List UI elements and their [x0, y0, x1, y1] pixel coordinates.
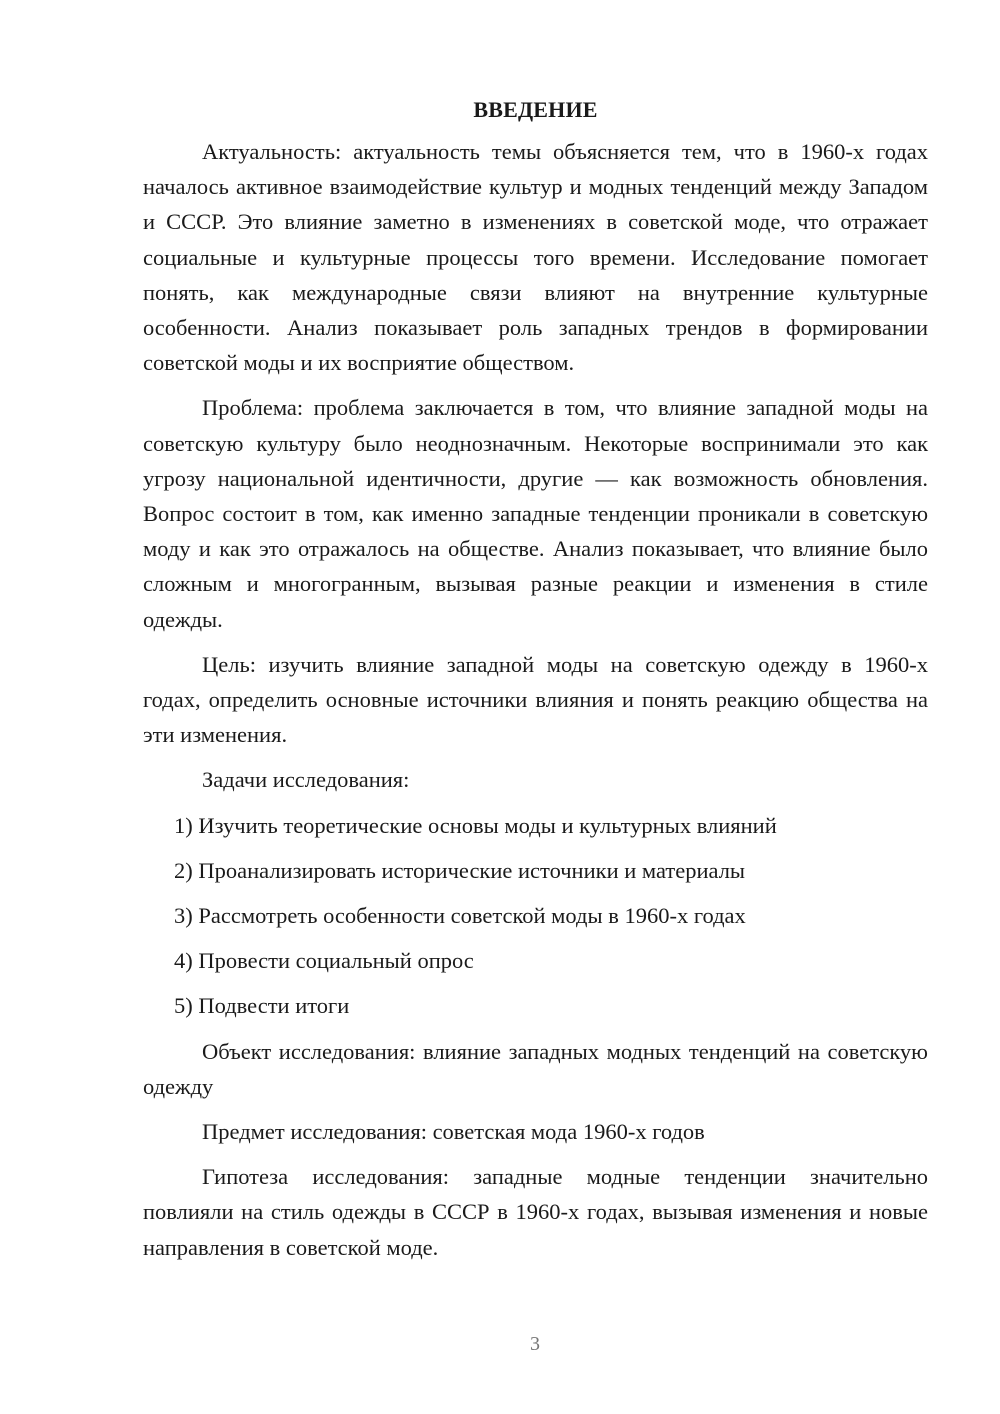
page-number: 3 — [530, 1333, 540, 1355]
goal-paragraph: Цель: изучить влияние западной моды на советскую одежду в 1960-х годах, определить основные источники влияния и понять реакцию общества на эти изменения. — [143, 651, 928, 748]
relevance-paragraph: Актуальность: актуальность темы объясняется тем, что в 1960-х годах началось активное взаимодействие культур и модных тенденций между Западом и СССР. Это влияние заметно в изменениях в советской моде, что отражает социальные и культурные процессы того времени. Исследование помогает понять, как международные связи влияют на внутренние культурные особенности. Анализ показывает роль западных трендов в формировании советской моды и их восприятие обществом. — [143, 139, 928, 376]
hypothesis-paragraph: Гипотеза исследования: западные модные тенденции значительно повлияли на стиль одежды в СССР в 1960-х годах, вызывая изменения и новые направления в советской моде. — [143, 1164, 928, 1260]
problem-paragraph: Проблема: проблема заключается в том, что влияние западной моды на советскую культуру было неоднозначным. Некоторые воспринимали это как угрозу национальной идентичности, другие — как возможность обновления. Вопрос состоит в том, как именно западные тенденции проникали в советскую моду и как это отражалось на обществе. Анализ показывает, что влияние было сложным и многогранным, вызывая разные реакции и изменения в стиле одежды. — [143, 395, 928, 632]
task-item: 3) Рассмотреть особенности советской моды в 1960-х годах — [174, 903, 746, 929]
tasks-list — [143, 808, 928, 1024]
task-item: 2) Проанализировать исторические источники и материалы — [174, 857, 746, 883]
subject-paragraph: Предмет исследования: советская мода 1960-х годов — [202, 1119, 705, 1145]
task-item: 1) Изучить теоретические основы моды и культурных влияний — [174, 812, 777, 838]
section-title: ВВЕДЕНИЕ — [473, 97, 598, 122]
tasks-heading: Задачи исследования: — [202, 767, 410, 793]
task-item: 5) Подвести итоги — [174, 993, 350, 1019]
object-paragraph: Объект исследования: влияние западных модных тенденций на советскую одежду — [143, 1038, 928, 1099]
document-page — [143, 92, 928, 1275]
task-item: 4) Провести социальный опрос — [174, 948, 474, 974]
